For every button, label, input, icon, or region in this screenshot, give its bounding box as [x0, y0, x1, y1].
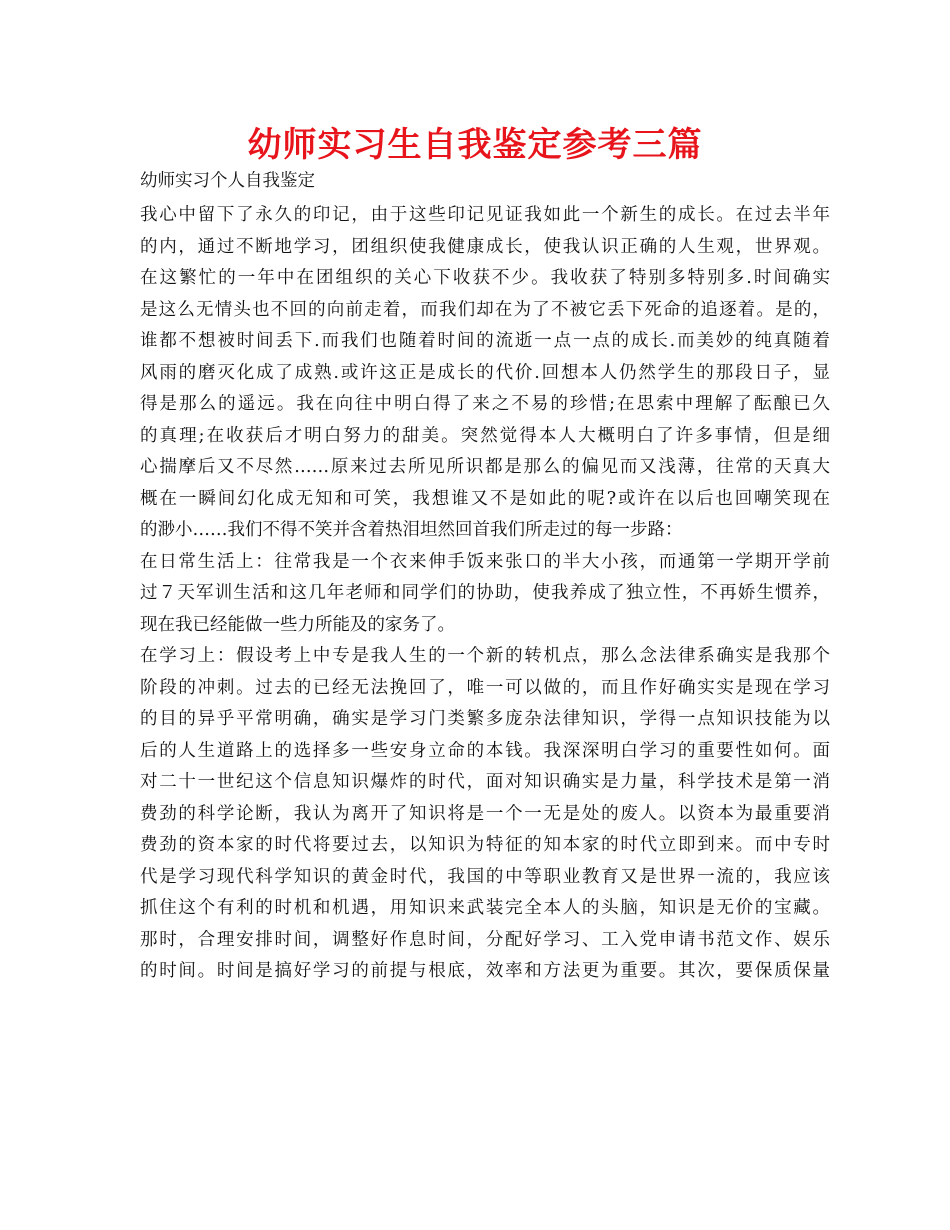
text-line: 得是那么的遥远。我在向往中明白得了来之不易的珍惜;在思索中理解了酝酿已久: [140, 394, 830, 414]
text-line: 费劲的科学论断，我认为离开了知识将是一个一无是处的废人。以资本为最重要消: [140, 803, 830, 824]
body-text: [140, 200, 830, 988]
text-line: 是这么无情头也不回的向前走着，而我们却在为了不被它丢下死命的追逐着。是的，: [140, 299, 830, 320]
text-line: 代是学习现代科学知识的黄金时代，我国的中等职业教育又是世界一流的，我应该: [140, 866, 830, 887]
text-line: 的内，通过不断地学习，团组织使我健康成长，使我认识正确的人生观，世界观。: [140, 236, 830, 257]
text-line: 过７天军训生活和这几年老师和同学们的协助，使我养成了独立性，不再娇生惯养，: [140, 583, 830, 603]
text-line: 后的人生道路上的选择多一些安身立命的本钱。我深深明白学习的重要性如何。面: [140, 740, 830, 761]
text-line: 那时，合理安排时间，调整好作息时间，分配好学习、工入党申请书范文作、娱乐: [140, 929, 830, 950]
text-line: 在学习上：假设考上中专是我人生的一个新的转机点，那么念法律系确实是我那个: [140, 646, 830, 666]
text-line: 在这繁忙的一年中在团组织的关心下收获不少。我收获了特别多特别多.时间确实: [140, 268, 830, 288]
section-heading: 幼师实习个人自我鉴定: [140, 171, 315, 191]
text-line: 概在一瞬间幻化成无知和可笑，我想谁又不是如此的呢?或许在以后也回嘲笑现在: [140, 488, 830, 509]
text-line: 对二十一世纪这个信息知识爆炸的时代，面对知识确实是力量，科学技术是第一消: [140, 772, 830, 792]
text-line: 费劲的资本家的时代将要过去，以知识为特征的知本家的时代立即到来。而中专时: [140, 835, 830, 855]
text-line: 的真理;在收获后才明白努力的甜美。突然觉得本人大概明白了许多事情，但是细: [140, 425, 830, 446]
text-line: 心揣摩后又不尽然……原来过去所见所识都是那么的偏见而又浅薄，往常的天真大: [140, 457, 830, 477]
text-line: 抓住这个有利的时机和机遇，用知识来武装完全本人的头脑，知识是无价的宝藏。: [140, 898, 830, 918]
text-line: 在日常生活上：往常我是一个衣来伸手饭来张口的半大小孩，而通第一学期开学前: [140, 551, 830, 572]
document-title: 幼师实习生自我鉴定参考三篇: [247, 125, 703, 165]
text-line: 我心中留下了永久的印记，由于这些印记见证我如此一个新生的成长。在过去半年: [140, 205, 830, 225]
text-line: 风雨的磨灭化成了成熟.或许这正是成长的代价.回想本人仍然学生的那段日子，显: [140, 362, 830, 383]
text-line: 现在我已经能做一些力所能及的家务了。: [140, 614, 455, 635]
text-line: 阶段的冲刺。过去的已经无法挽回了，唯一可以做的，而且作好确实实是现在学习: [140, 677, 830, 698]
text-line: 的目的异乎平常明确，确实是学习门类繁多庞杂法律知识，学得一点知识技能为以: [140, 709, 830, 729]
text-line: 的时间。时间是搞好学习的前提与根底，效率和方法更为重要。其次，要保质保量: [140, 961, 830, 981]
text-line: 的渺小……我们不得不笑并含着热泪坦然回首我们所走过的每一步路：: [140, 520, 683, 540]
text-line: 谁都不想被时间丢下.而我们也随着时间的流逝一点一点的成长.而美妙的纯真随着: [140, 331, 830, 351]
